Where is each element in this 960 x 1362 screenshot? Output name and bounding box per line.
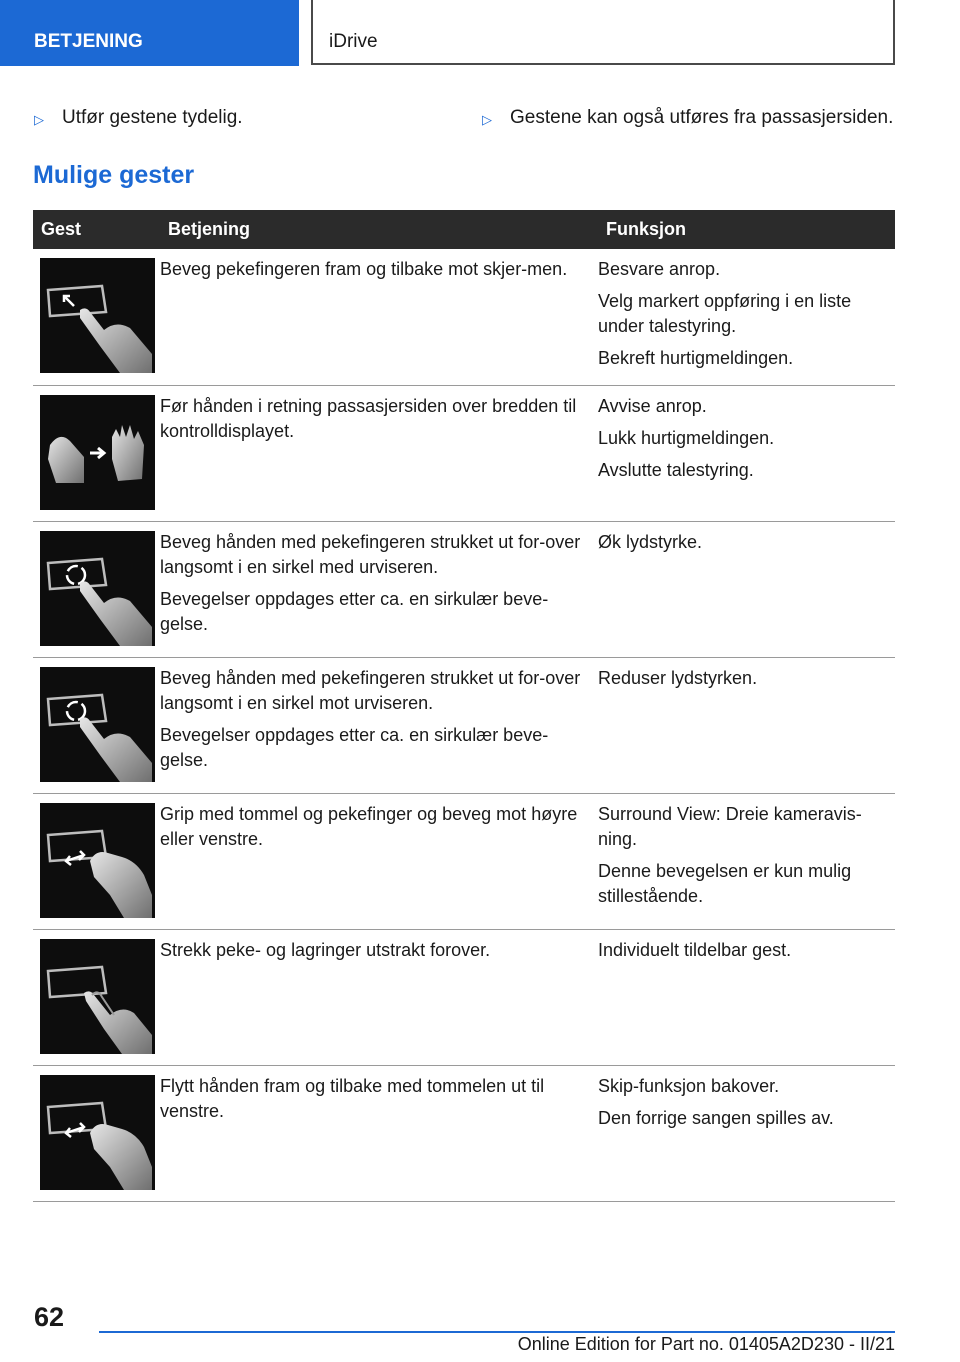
footer-divider [99, 1331, 895, 1333]
table-row [33, 521, 895, 657]
operation-text: Grip med tommel og pekefinger og beveg mot høyre eller venstre. [160, 803, 578, 849]
gesture-cell [33, 793, 160, 929]
function-cell [598, 929, 895, 1065]
operation-text: Beveg hånden med pekefingeren strukket ut for-over langsomt i en sirkel mot urviseren. [160, 667, 581, 713]
operation-cell [160, 1065, 598, 1201]
gestures-table [33, 210, 895, 1202]
function-text: Øk lydstyrke. [598, 531, 703, 552]
table-header-row [33, 210, 895, 249]
gesture-cell [33, 385, 160, 521]
table-row [33, 793, 895, 929]
gesture-cell [33, 1065, 160, 1201]
column-header-betjening: Betjening [160, 210, 598, 249]
note-2 [482, 106, 893, 132]
table-row [33, 249, 895, 385]
column-header-funksjon: Funksjon [598, 210, 895, 249]
finger-circle-clockwise-icon [40, 531, 155, 646]
operation-text: Beveg pekefingeren fram og tilbake mot skjer-men. [160, 259, 568, 279]
function-text: Reduser lydstyrken. [598, 667, 758, 688]
column-header-gest: Gest [33, 210, 160, 249]
edition-text: Online Edition for Part no. 01405A2D230 - II/21 [517, 1334, 895, 1354]
table-row [33, 657, 895, 793]
page-number: 62 [34, 1302, 65, 1332]
function-text: Lukk hurtigmeldingen. [598, 427, 775, 448]
triangle-bullet-icon: ▷ [482, 112, 492, 127]
function-text: Individuelt tildelbar gest. [598, 939, 792, 960]
note-1 [34, 106, 243, 132]
section-tab: BETJENING [0, 0, 299, 66]
operation-cell [160, 249, 598, 385]
function-text: Velg markert oppføring i en liste under talestyring. [598, 291, 852, 336]
operation-cell [160, 793, 598, 929]
gesture-cell [33, 521, 160, 657]
gesture-cell [33, 657, 160, 793]
gesture-cell [33, 929, 160, 1065]
operation-cell [160, 929, 598, 1065]
operation-cell [160, 385, 598, 521]
table-row [33, 385, 895, 521]
section-title: Mulige gester [33, 161, 195, 189]
triangle-bullet-icon: ▷ [34, 112, 44, 127]
two-finger-point-icon [40, 939, 155, 1054]
function-cell [598, 385, 895, 521]
function-text: Bekreft hurtigmeldingen. [598, 348, 794, 368]
function-text: Avvise anrop. [598, 395, 707, 416]
function-cell [598, 657, 895, 793]
function-text: Den forrige sangen spilles av. [598, 1107, 834, 1128]
function-cell [598, 521, 895, 657]
grip-rotate-icon [40, 803, 155, 918]
page-header [0, 0, 960, 66]
operation-cell [160, 657, 598, 793]
operation-text: Bevegelser oppdages etter ca. en sirkulær beve-gelse. [160, 588, 549, 634]
function-cell [598, 793, 895, 929]
operation-text: Før hånden i retning passasjersiden over bredden til kontrolldisplayet. [160, 395, 577, 441]
function-cell [598, 249, 895, 385]
function-text: Avslutte talestyring. [598, 459, 754, 480]
gesture-cell [33, 249, 160, 385]
operation-cell [160, 521, 598, 657]
finger-circle-counterclockwise-icon [40, 667, 155, 782]
function-cell [598, 1065, 895, 1201]
table-row [33, 1065, 895, 1201]
function-text: Denne bevegelsen er kun mulig stillestående. [598, 860, 852, 906]
operation-text: Bevegelser oppdages etter ca. en sirkulær beve-gelse. [160, 724, 549, 770]
note-text: Utfør gestene tydelig. [62, 107, 243, 128]
hand-swipe-icon [40, 395, 155, 510]
operation-text: Strekk peke- og lagringer utstrakt forover. [160, 939, 491, 960]
function-text: Surround View: Dreie kameravis-ning. [598, 803, 862, 849]
operation-text: Flytt hånden fram og tilbake med tommelen ut til venstre. [160, 1075, 545, 1121]
thumb-swipe-icon [40, 1075, 155, 1190]
finger-tap-icon [40, 258, 155, 373]
chapter-tab: iDrive [311, 0, 895, 65]
function-text: Skip-funksjon bakover. [598, 1075, 780, 1096]
note-text: Gestene kan også utføres fra passasjersiden. [510, 107, 894, 128]
operation-text: Beveg hånden med pekefingeren strukket ut for-over langsomt i en sirkel med urviseren. [160, 531, 581, 577]
table-row [33, 929, 895, 1065]
function-text: Besvare anrop. [598, 259, 721, 279]
